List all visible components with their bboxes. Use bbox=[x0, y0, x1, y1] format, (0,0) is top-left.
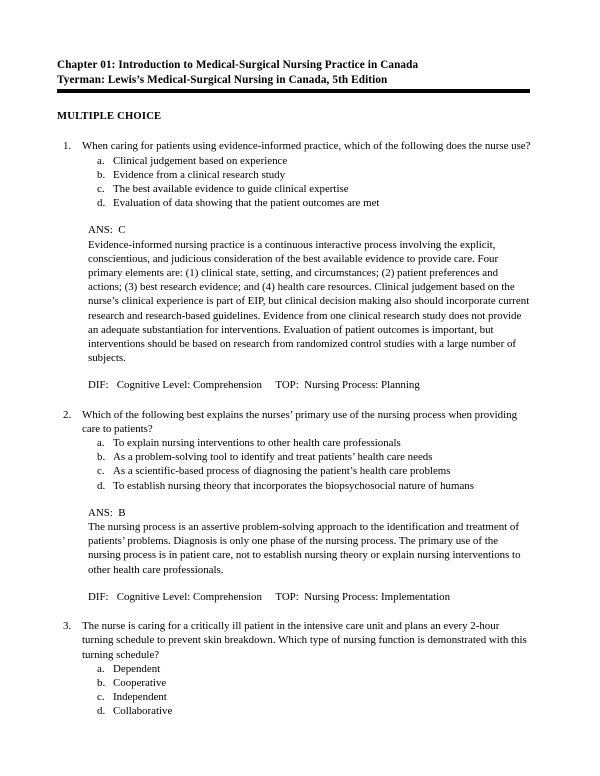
option-text: As a scientific-based process of diagnosing the patient’s health care problems bbox=[113, 465, 451, 478]
option-text: Collaborative bbox=[113, 705, 173, 718]
header-book-title: Tyerman: Lewis’s Medical-Surgical Nursing in Canada, 5th Edition bbox=[57, 74, 388, 87]
option-text: To establish nursing theory that incorporates the biopsychosocial nature of humans bbox=[113, 479, 474, 492]
option-letter: a. bbox=[97, 154, 105, 167]
answer-line bbox=[88, 223, 533, 237]
option-text: Evidence from a clinical research study bbox=[113, 168, 286, 181]
dif-value: Cognitive Level: Comprehension bbox=[116, 590, 262, 603]
answer-option[interactable] bbox=[97, 168, 533, 182]
answer-options-list bbox=[57, 436, 533, 493]
answer-options-list bbox=[57, 154, 533, 211]
question-row bbox=[57, 408, 533, 436]
section-heading-multiple-choice: MULTIPLE CHOICE bbox=[57, 111, 162, 123]
option-letter: b. bbox=[97, 168, 106, 181]
answer-option[interactable] bbox=[97, 479, 533, 493]
question-metadata bbox=[57, 378, 533, 392]
question-block bbox=[57, 408, 533, 604]
question-number: 3. bbox=[63, 620, 72, 633]
answer-option[interactable] bbox=[97, 464, 533, 478]
top-label: TOP: bbox=[275, 379, 299, 392]
option-text: Independent bbox=[113, 691, 167, 704]
question-stem: Which of the following best explains the nurses’ primary use of the nursing process when providing care to patients? bbox=[82, 408, 518, 435]
header-chapter-title: Chapter 01: Introduction to Medical-Surgical Nursing Practice in Canada bbox=[57, 59, 419, 71]
option-letter: c. bbox=[97, 183, 105, 196]
answer-option[interactable] bbox=[97, 690, 533, 704]
question-row bbox=[57, 139, 533, 153]
answer-option[interactable] bbox=[97, 662, 533, 676]
answer-option[interactable] bbox=[97, 704, 533, 718]
question-stem: The nurse is caring for a critically ill patient in the intensive care unit and plans an every 2-hour turning schedule to prevent skin breakdown. Which type of nursing function is demonstrated with this turning schedule? bbox=[82, 620, 527, 661]
option-letter: d. bbox=[97, 197, 106, 210]
dif-label: DIF: bbox=[88, 379, 109, 392]
answer-line bbox=[88, 506, 533, 520]
dif-value: Cognitive Level: Comprehension bbox=[116, 379, 262, 392]
option-letter: a. bbox=[97, 662, 105, 675]
document-header bbox=[57, 58, 533, 88]
answer-options-list bbox=[57, 662, 533, 719]
option-letter: d. bbox=[97, 705, 106, 718]
option-letter: c. bbox=[97, 465, 105, 478]
option-letter: a. bbox=[97, 437, 105, 450]
top-value: Nursing Process: Implementation bbox=[304, 590, 451, 603]
answer-area bbox=[57, 506, 533, 577]
option-text: As a problem-solving tool to identify and treat patients’ health care needs bbox=[113, 451, 433, 464]
option-text: Cooperative bbox=[113, 676, 167, 689]
option-text: Clinical judgement based on experience bbox=[113, 154, 288, 167]
answer-area bbox=[57, 223, 533, 365]
option-text: Evaluation of data showing that the patient outcomes are met bbox=[113, 197, 380, 210]
option-letter: d. bbox=[97, 479, 106, 492]
answer-option[interactable] bbox=[97, 196, 533, 210]
question-row bbox=[57, 619, 533, 662]
top-label: TOP: bbox=[275, 590, 299, 603]
question-block bbox=[57, 619, 533, 718]
answer-rationale: Evidence-informed nursing practice is a continuous interactive process involving the explicit, conscientious, and judicious consideration of the best available evidence to provide care. Four primary elements are: (1) clinical state, setting, and circumstances; (2) patient preferences and actions; (3) best research evidence; and (4) health care resources. Clinical judgement based on the nurse’s clinical experience is part of EIP, but clinical decision making also should incorporate current research and research-based guidelines. Evidence from one clinical research study does not provide an adequate substantiation for interventions. Evaluation of patient outcomes is important, but interventions should be based on research from randomized control studies with a large number of subjects. bbox=[88, 238, 530, 365]
question-stem: When caring for patients using evidence-informed practice, which of the following does the nurse use? bbox=[82, 140, 531, 153]
option-letter: c. bbox=[97, 691, 105, 704]
answer-option[interactable] bbox=[97, 154, 533, 168]
option-letter: b. bbox=[97, 451, 106, 464]
question-block bbox=[57, 139, 533, 392]
question-metadata bbox=[57, 590, 533, 604]
header-divider-rule bbox=[57, 89, 530, 93]
answer-value: B bbox=[118, 506, 126, 519]
option-text: The best available evidence to guide clinical expertise bbox=[113, 183, 349, 196]
answer-label: ANS: bbox=[88, 224, 113, 237]
option-text: Dependent bbox=[113, 662, 161, 675]
answer-option[interactable] bbox=[97, 676, 533, 690]
answer-option[interactable] bbox=[97, 436, 533, 450]
question-number: 2. bbox=[63, 408, 72, 421]
answer-value: C bbox=[118, 224, 126, 237]
answer-option[interactable] bbox=[97, 182, 533, 196]
top-value: Nursing Process: Planning bbox=[304, 379, 420, 392]
option-text: To explain nursing interventions to other health care professionals bbox=[113, 437, 401, 450]
answer-label: ANS: bbox=[88, 506, 113, 519]
answer-option[interactable] bbox=[97, 450, 533, 464]
page-content bbox=[57, 58, 533, 719]
dif-label: DIF: bbox=[88, 590, 109, 603]
option-letter: b. bbox=[97, 676, 106, 689]
answer-rationale: The nursing process is an assertive problem-solving approach to the identification and treatment of patients’ problems. Diagnosis is only one phase of the nursing process. The primary use of the nursing process is in patient care, not to establish nursing theory or explain nursing interventions to other health care professionals. bbox=[88, 521, 521, 576]
question-number: 1. bbox=[63, 140, 72, 153]
